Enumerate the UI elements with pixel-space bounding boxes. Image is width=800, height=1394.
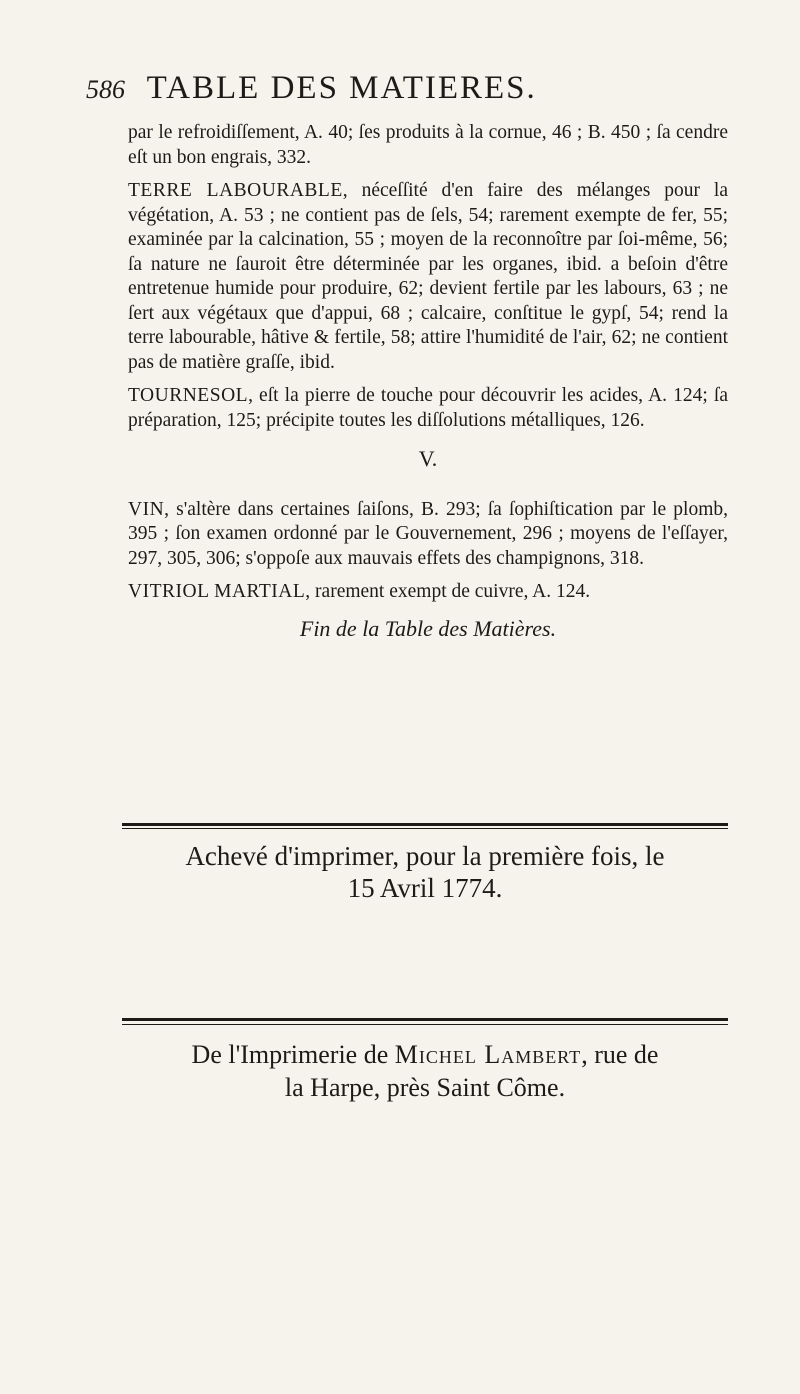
index-entry-continuation [128, 121, 728, 170]
running-header [86, 70, 746, 107]
page-number: 586 [86, 75, 125, 104]
entry-text: , rarement exempt de cuivre, A. 124. [305, 581, 591, 602]
page-title: TABLE DES MATIERES. [146, 70, 537, 106]
end-of-table-note: Fin de la Table des Matières. [299, 615, 557, 641]
divider-rule-top [122, 823, 728, 826]
completion-line-1: Achevé d'imprimer, pour la première fois, le [185, 841, 665, 871]
entry-text: , néceſſité d'en faire des mélanges pour la végétation, A. 53 ; ne contient pas de ſels, 54; rarement exempte de fer, 55; examinée par la calcination, 55 ; moyen de la reconnoître par ſoi-même, 56; ſa nature ne ſauroit être déterminée par les organes, ibid. a beſoin d'être entretenue humide pour produire, 62; devient fertile par les labours, 63 ; ne ſert aux végétaux que d'appui, 68 ; calcaire, conſtitue le gypſ, 54; rend la terre labourable, hâtive & fertile, 58; attire l'humidité de l'air, 62; ne contient pas de matière graſſe, ibid. [128, 180, 728, 373]
entry-text: , s'altère dans certaines ſaiſons, B. 293; ſa ſophiſtication par le plomb, 395 ; ſon examen ordonné par le Gouvernement, 296 ; moyens de l'eſſayer, 297, 305, 306; s'oppoſe aux mauvais effets des champignons, 318. [128, 498, 728, 569]
index-entry-terre-labourable [128, 179, 728, 375]
imprint-line-1 [100, 1038, 750, 1071]
index-entry-vin [128, 498, 728, 572]
divider-rule-bottom [122, 1018, 728, 1021]
completion-date: 15 Avril 1774. [347, 873, 503, 903]
divider-rule-top-thin [122, 828, 728, 829]
entry-text: par le refroidiſſement, A. 40; ſes produits à la cornue, 46 ; B. 450 ; ſa cendre eſt un bon engrais, 332. [128, 122, 728, 168]
entry-heading: TOURNESOL [128, 385, 249, 406]
entry-heading: VIN [128, 498, 165, 520]
printer-name: Michel Lambert [394, 1040, 582, 1069]
imprint-prefix: De l'Imprimerie de [191, 1040, 395, 1069]
imprint-line-2: la Harpe, près Saint Côme. [284, 1073, 566, 1102]
printer-imprint [100, 1038, 750, 1104]
divider-rule-bottom-thin [122, 1024, 728, 1025]
index-entry-tournesol [128, 384, 728, 433]
entry-heading: VITRIOL MARTIAL [128, 581, 306, 602]
imprint-suffix: , rue de [581, 1040, 659, 1069]
section-letter-v: V. [418, 446, 438, 471]
index-body [128, 121, 728, 641]
entry-text: , eſt la pierre de touche pour découvrir les acides, A. 124; ſa préparation, 125; précipite toutes les diſſolutions métalliques, 126. [128, 385, 728, 431]
printing-completion-note [100, 840, 750, 904]
entry-heading: TERRE LABOURABLE [128, 180, 343, 201]
index-entry-vitriol-martial [128, 580, 728, 605]
